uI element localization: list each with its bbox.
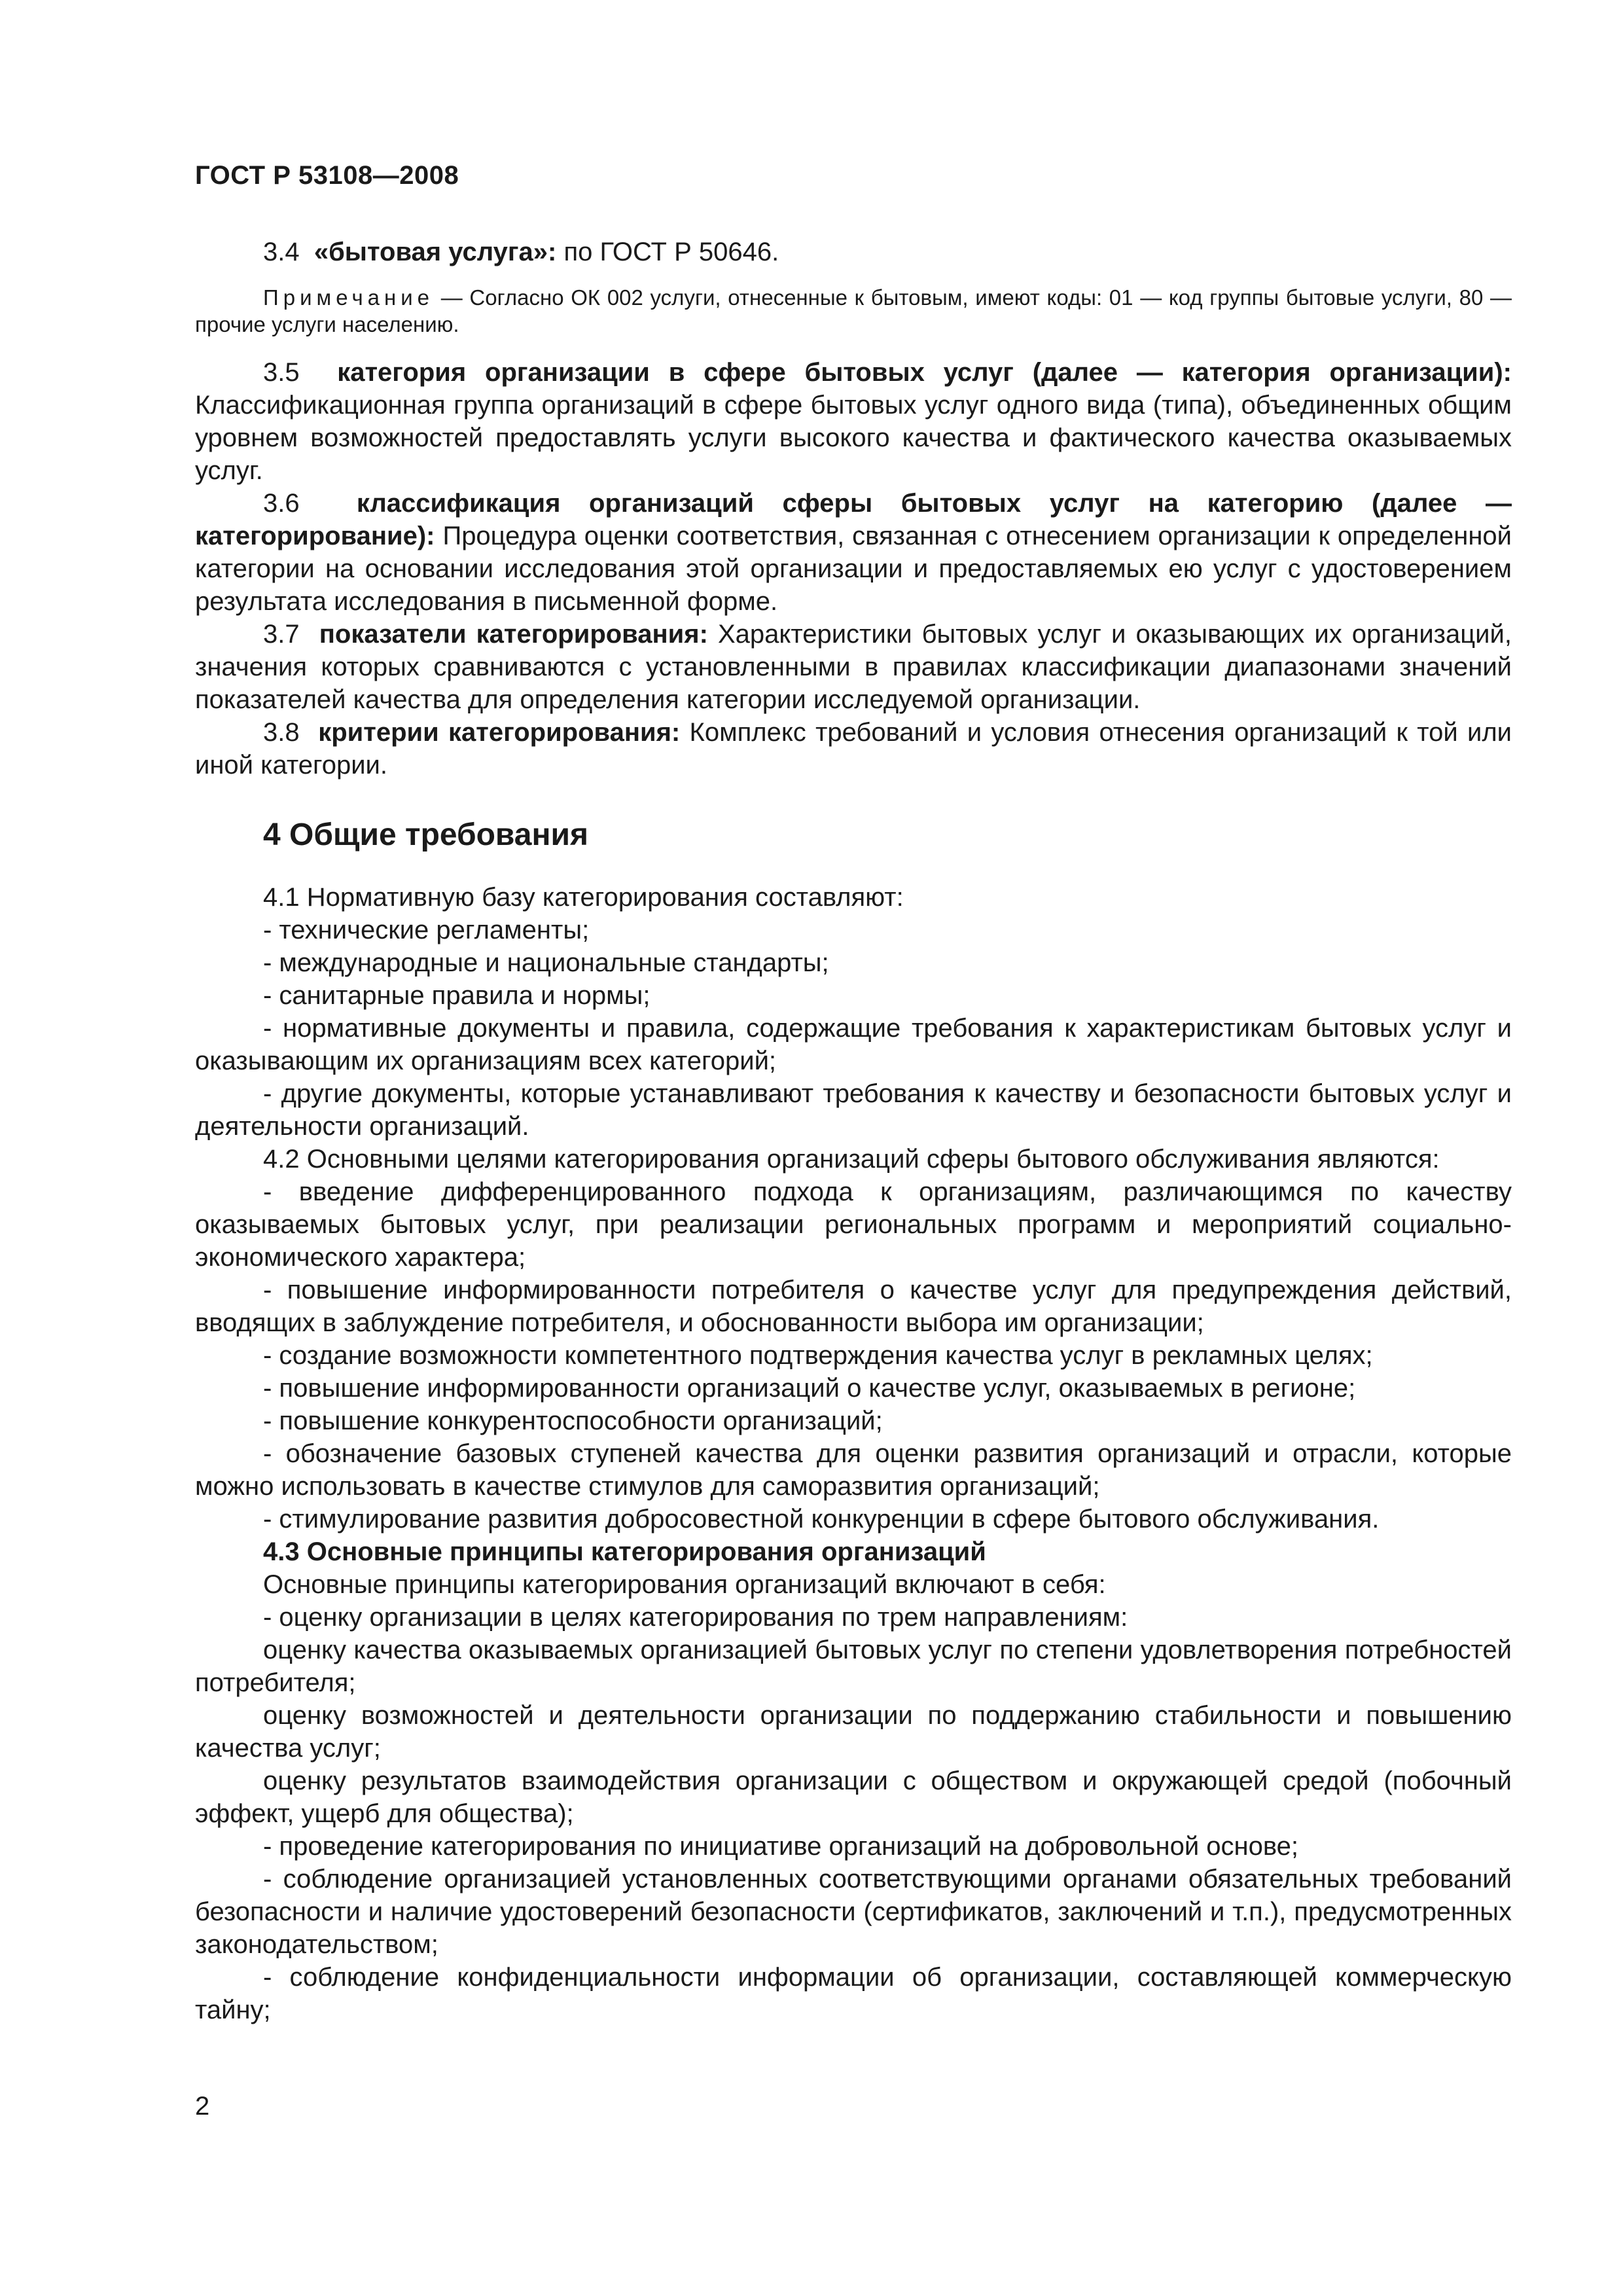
note [195, 284, 1512, 338]
note-text: — Согласно ОК 002 услуги, отнесенные к бытовым, имеют коды: 01 — код группы бытовые услуги, 80 — прочие услуги населению. [195, 285, 1512, 336]
term: категория организации в сфере бытовых услуг (далее — категория организации): [337, 358, 1512, 387]
list-item: - создание возможности компетентного подтверждения качества услуг в рекламных целях; [263, 1341, 1373, 1370]
subsection-heading-4-3: 4.3 Основные принципы категорирования организаций [263, 1537, 986, 1566]
term: «бытовая услуга»: [313, 238, 557, 266]
list-item: - обозначение базовых ступеней качества для оценки развития организаций и отрасли, которые можно использовать в качестве стимулов для саморазвития организаций; [195, 1439, 1512, 1501]
list-item: - повышение информированности потребителя о качестве услуг для предупреждения действий, вводящих в заблуждение потребителя, и обоснованности выбора им организации; [195, 1276, 1512, 1337]
list-item: - соблюдение организацией установленных соответствующими органами обязательных требований безопасности и наличие удостоверений безопасности (сертификатов, заключений и т.п.), предусмотренных законодательством; [195, 1865, 1512, 1959]
clause-4-3-intro: Основные принципы категорирования организаций включают в себя: [263, 1570, 1106, 1599]
clause-3-5 [195, 356, 1512, 487]
definition: по ГОСТ Р 50646. [563, 238, 779, 266]
term: критерии категорирования: [318, 718, 681, 747]
list-item: - проведение категорирования по инициативе организаций на добровольной основе; [263, 1832, 1299, 1861]
list-item: - санитарные правила и нормы; [263, 981, 651, 1010]
list-item: оценку результатов взаимодействия организации с обществом и окружающей средой (побочный эффект, ущерб для общества); [195, 1767, 1512, 1828]
clause-3-8 [195, 716, 1512, 781]
list-item: - стимулирование развития добросовестной конкуренции в сфере бытового обслуживания. [263, 1505, 1380, 1534]
list-item: - другие документы, которые устанавливают требования к качеству и безопасности бытовых услуг и деятельности организаций. [195, 1079, 1512, 1141]
term: показатели категорирования: [319, 620, 708, 649]
list-item: - международные и национальные стандарты; [263, 948, 829, 977]
list-item: - нормативные документы и правила, содержащие требования к характеристикам бытовых услуг и оказывающим их организациям всех категорий; [195, 1014, 1512, 1075]
clause-number: 3.7 [263, 620, 300, 649]
document-body [195, 236, 1512, 2026]
note-label: Примечание [263, 285, 435, 310]
clause-3-6 [195, 487, 1512, 618]
clause-number: 3.8 [263, 718, 300, 747]
definition: Классификационная группа организаций в сфере бытовых услуг одного вида (типа), объединенных общим уровнем возможностей предоставлять услуги высокого качества и фактического качества оказываемых услуг. [195, 391, 1512, 485]
definition: Процедура оценки соответствия, связанная с отнесением организации к определенной категории на основании исследования этой организации и предоставляемых ею услуг с удостоверением результата исследования в письменной форме. [195, 522, 1512, 616]
clause-number: 3.5 [263, 358, 300, 387]
definition: Характеристики бытовых услуг и оказывающих их организаций, значения которых сравниваются с установленными в правилах классификации диапазонами значений показателей качества для определения категории исследуемой организации. [195, 620, 1512, 714]
list-item: - повышение конкурентоспособности организаций; [263, 1407, 883, 1435]
term: классификация организаций сферы бытовых услуг на категорию (далее — категорирование): [195, 489, 1512, 550]
clause-3-7 [195, 618, 1512, 716]
list-item: - соблюдение конфиденциальности информации об организации, составляющей коммерческую тайну; [195, 1963, 1512, 2024]
clause-4-1-intro: 4.1 Нормативную базу категорирования составляют: [263, 883, 904, 912]
clause-3-4 [195, 236, 1512, 268]
clause-number: 3.6 [263, 489, 300, 518]
definition: Комплекс требований и условия отнесения организаций к той или иной категории. [195, 718, 1512, 780]
document-code-header: ГОСТ Р 53108—2008 [195, 161, 459, 190]
list-item: - повышение информированности организаций о качестве услуг, оказываемых в регионе; [263, 1374, 1356, 1403]
clause-number: 3.4 [263, 238, 300, 266]
list-item: оценку качества оказываемых организацией бытовых услуг по степени удовлетворения потребностей потребителя; [195, 1636, 1512, 1697]
list-item: оценку возможностей и деятельности организации по поддержанию стабильности и повышению качества услуг; [195, 1701, 1512, 1763]
section-heading-4: 4 Общие требования [263, 817, 588, 852]
clause-4-2-intro: 4.2 Основными целями категорирования организаций сферы бытового обслуживания являются: [263, 1145, 1440, 1174]
list-item: - технические регламенты; [263, 916, 590, 944]
list-item: - введение дифференцированного подхода к организациям, различающимся по качеству оказываемых бытовых услуг, при реализации региональных программ и мероприятий социально-экономического характера; [195, 1177, 1512, 1272]
page-number: 2 [195, 2092, 210, 2121]
list-item: - оценку организации в целях категорирования по трем направлениям: [263, 1603, 1128, 1632]
